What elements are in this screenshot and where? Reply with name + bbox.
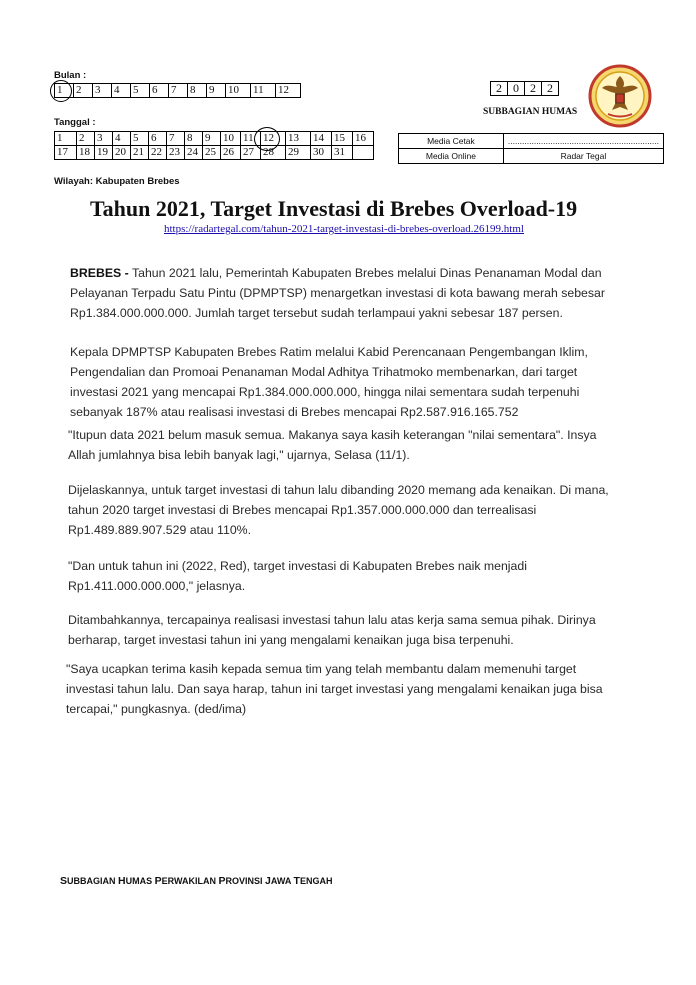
para-line: Ditambahkannya, tercapainya realisasi investasi tahun lalu atas kerja sama semua pihak. Dirinya [68,613,596,627]
para-line: tahun 2020 target investasi di Brebes mencapai Rp1.357.000.000.000 dan terrealisasi [68,503,537,517]
para-line: sebanyak 187% atau realisasi investasi di Brebes mencapai Rp2.587.916.165.752 [70,405,519,419]
article-url-link[interactable]: https://radartegal.com/tahun-2021-target-investasi-di-brebes-overload.26199.html [164,223,524,235]
tanggal-cell: 20 [113,146,131,160]
tanggal-cell: 6 [149,132,167,146]
footer-cap: S [60,875,68,887]
tanggal-cell: 1 [55,132,77,146]
tanggal-cell: 11 [241,132,261,146]
bulan-grid [54,83,301,98]
paragraph-3 [68,425,648,465]
tanggal-cell: 2 [77,132,95,146]
bulan-cell: 6 [150,84,169,98]
paragraph-2 [70,342,650,422]
tanggal-cell: 15 [332,132,353,146]
media-table [398,133,664,164]
para-line: berharap, target investasi tahun ini yang mengalami kenaikan juga bisa terpenuhi. [68,633,514,647]
para-line: Rp1.489.889.907.529 atau 110%. [68,523,252,537]
tanggal-cell [353,146,374,160]
bulan-cell: 8 [188,84,207,98]
tanggal-grid [54,131,374,160]
footer-text: ERWAKILAN [161,876,219,886]
tanggal-cell: 9 [203,132,221,146]
tanggal-cell: 12 [261,132,286,146]
bulan-cell: 5 [131,84,150,98]
para-line-text: Tahun 2021 lalu, Pemerintah Kabupaten Brebes melalui Dinas Penanaman Modal dan [128,266,602,280]
tanggal-cell: 29 [286,146,311,160]
tanggal-cell: 21 [131,146,149,160]
tanggal-cell: 19 [95,146,113,160]
paragraph-6 [68,610,648,650]
bulan-cell: 4 [112,84,131,98]
media-cetak-value: ................................................................ [503,134,663,149]
year-digit: 2 [525,82,542,96]
tanggal-cell: 18 [77,146,95,160]
para-line: investasi 2021 yang mencapai Rp1.384.000.000.000, hingga nilai sementara sudah terpenuhi [70,385,580,399]
footer-text: UMAS [125,876,155,886]
footer-text: AWA [270,876,294,886]
footer-cap: J [265,875,271,887]
year-digit: 2 [542,82,559,96]
bulan-cell: 3 [93,84,112,98]
tanggal-cell: 13 [286,132,311,146]
tanggal-cell: 26 [221,146,241,160]
tanggal-cell: 28 [261,146,286,160]
tanggal-cell: 24 [185,146,203,160]
tanggal-label: Tanggal : [54,117,96,128]
year-digit: 2 [491,82,508,96]
media-online-value: Radar Tegal [503,149,663,164]
bulan-cell: 10 [226,84,251,98]
para-line: "Itupun data 2021 belum masuk semua. Makanya saya kasih keterangan "nilai sementara". Insya [68,428,597,442]
paragraph-1 [70,263,650,323]
footer-text: ROVINSI [225,876,265,886]
bulan-label: Bulan : [54,70,87,81]
footer-cap: T [293,875,300,887]
year-digit: 0 [508,82,525,96]
bulan-cell: 7 [169,84,188,98]
footer-cap: H [118,875,126,887]
tanggal-cell: 14 [311,132,332,146]
para-line: Pelayanan Terpadu Satu Pintu (DPMPTSP) menargetkan investasi di kota bawang merah sebesar [70,286,605,300]
footer-text: UBBAGIAN [67,876,119,886]
media-online-label: Media Online [399,149,504,164]
org-label: SUBBAGIAN HUMAS [483,107,578,117]
wilayah-label: Wilayah: Kabupaten Brebes [54,176,180,187]
media-cetak-label: Media Cetak [399,134,504,149]
footer-cap: P [154,875,162,887]
footer-text: ENGAH [299,876,333,886]
para-line: "Saya ucapkan terima kasih kepada semua tim yang telah membantu dalam memenuhi target [66,662,577,676]
tanggal-cell: 3 [95,132,113,146]
tanggal-cell: 27 [241,146,261,160]
tanggal-cell: 23 [167,146,185,160]
lead-dateline: BREBES - [70,266,129,280]
tanggal-cell: 30 [311,146,332,160]
para-line: "Dan untuk tahun ini (2022, Red), target investasi di Kabupaten Brebes naik menjadi [68,559,527,573]
para-line: Rp1.411.000.000.000," jelasnya. [68,579,246,593]
tanggal-cell: 7 [167,132,185,146]
para-line: Rp1.384.000.000.000. Jumlah target tersebut sudah terlampaui yakni sebesar 187 persen. [70,306,563,320]
tanggal-cell: 17 [55,146,77,160]
bulan-selection-circle [50,80,72,102]
footer-cap: P [218,875,226,887]
tanggal-cell: 10 [221,132,241,146]
article-title: Tahun 2021, Target Investasi di Brebes Overload-19 [90,196,578,221]
tanggal-selection-circle [254,127,280,151]
bulan-cell: 11 [251,84,276,98]
paragraph-7 [66,659,646,719]
paragraph-4 [68,480,648,540]
garuda-logo-icon [588,64,652,128]
bulan-cell: 9 [207,84,226,98]
paragraph-5 [68,556,648,596]
tanggal-cell: 8 [185,132,203,146]
footer-org [60,875,332,887]
para-line: Dijelaskannya, untuk target investasi di tahun lalu dibanding 2020 memang ada kenaikan. Di mana, [68,483,609,497]
para-line: Kepala DPMPTSP Kabupaten Brebes Ratim melalui Kabid Perencanaan Pengembangan Iklim, [70,345,588,359]
bulan-cell: 1 [55,84,74,98]
tanggal-cell: 22 [149,146,167,160]
tanggal-cell: 4 [113,132,131,146]
tanggal-cell: 5 [131,132,149,146]
tanggal-cell: 16 [353,132,374,146]
para-line: tercapai," pungkasnya. (ded/ima) [66,702,247,716]
bulan-cell: 2 [74,84,93,98]
para-line: investasi tahun lalu. Dan saya harap, tahun ini target investasi yang mengalami kenaikan juga bisa [66,682,603,696]
para-line: Allah jumlahnya bisa lebih banyak lagi," ujarnya, Selasa (11/1). [68,448,410,462]
para-line [70,263,650,283]
year-grid [490,81,559,96]
tanggal-cell: 31 [332,146,353,160]
para-line: Pengendalian dan Promoai Penanaman Modal Adhitya Trihatmoko membenarkan, dari target [70,365,578,379]
tanggal-cell: 25 [203,146,221,160]
bulan-cell: 12 [276,84,301,98]
